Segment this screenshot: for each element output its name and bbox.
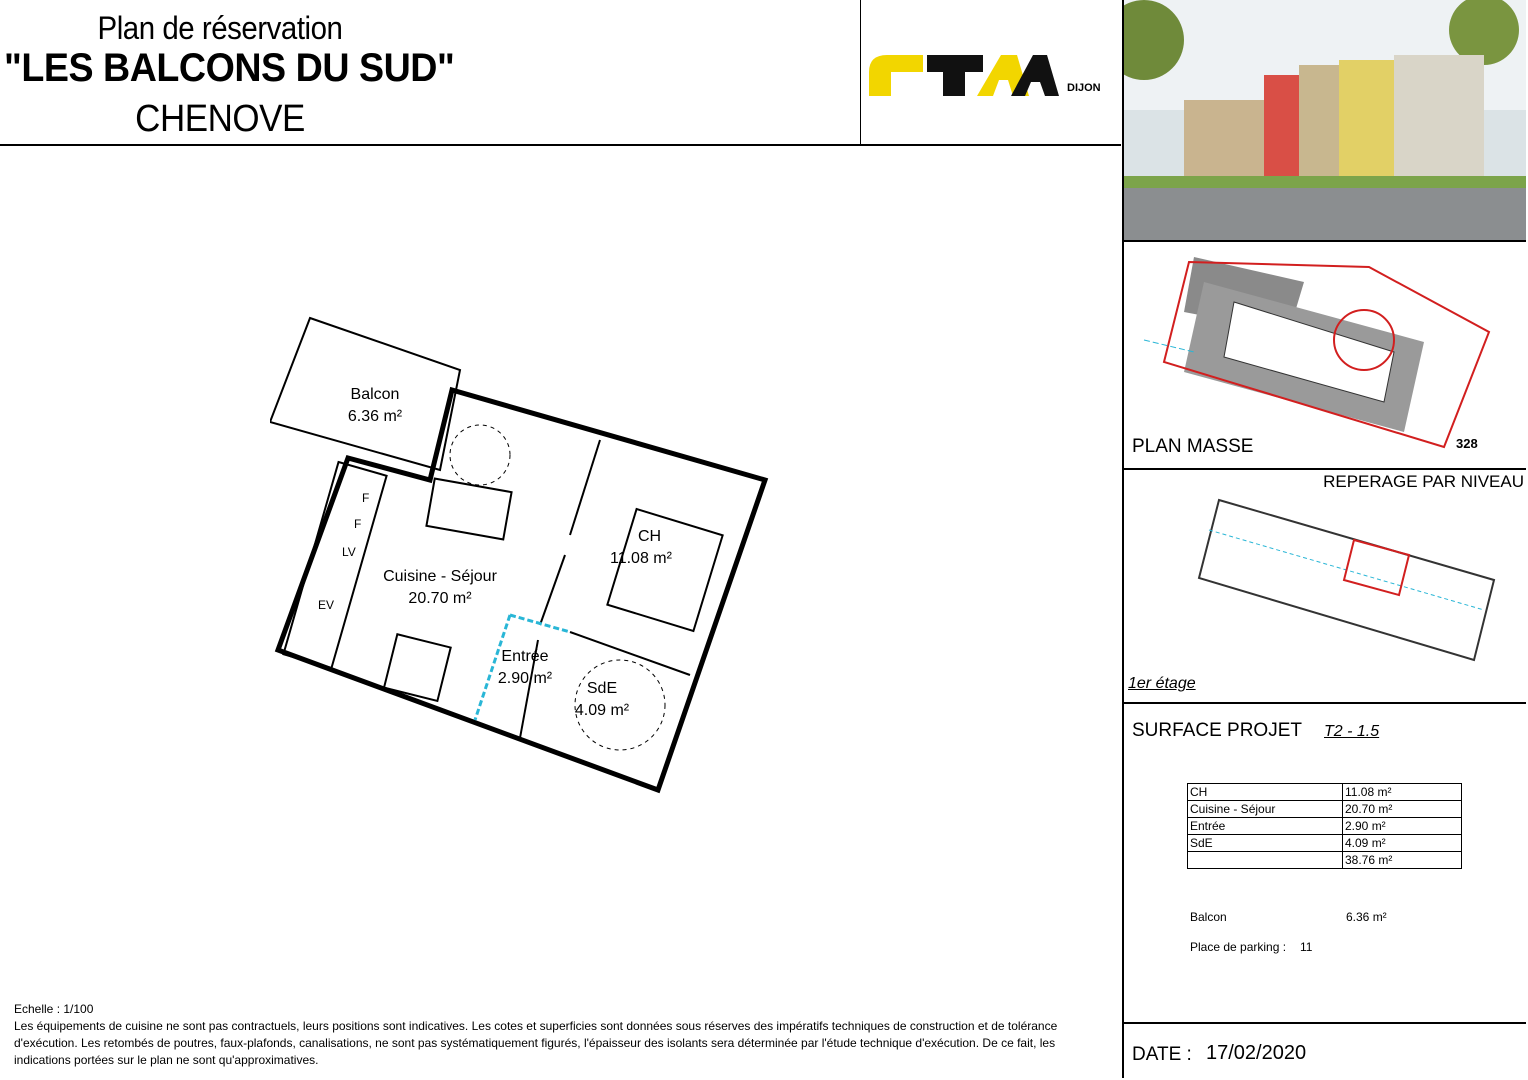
room-label-balcon: Balcon 6.36 m² xyxy=(347,386,403,425)
disclaimer xyxy=(14,1001,1104,1069)
city-name: CHENOVE xyxy=(135,98,305,140)
level-locator-title: REPERAGE PAR NIVEAU xyxy=(1323,472,1524,491)
taa-logo xyxy=(861,0,1121,144)
scale-text: Echelle : 1/100 xyxy=(14,1002,94,1016)
apartment-type: T2 - 1.5 xyxy=(1324,723,1380,740)
room-label-entree: Entrée 2.90 m² xyxy=(497,648,553,687)
table-row: 38.76 m² xyxy=(1188,852,1462,869)
date-value: 17/02/2020 xyxy=(1206,1042,1307,1064)
freezer-label: F xyxy=(354,517,362,531)
balcon-area: 6.36 m² xyxy=(1346,910,1387,924)
building-rendering xyxy=(1124,0,1526,242)
date-label: DATE : xyxy=(1132,1044,1192,1065)
logo-block xyxy=(861,0,1121,146)
site-plan-label: PLAN MASSE xyxy=(1132,436,1254,457)
level-name: 1er étage xyxy=(1128,675,1196,692)
plan-type-title: Plan de réservation xyxy=(97,10,343,46)
site-plan-drawing xyxy=(1124,242,1526,468)
sink-label: EV xyxy=(318,598,335,612)
table-row: Entrée 2.90 m² xyxy=(1188,818,1462,835)
logo-city: DIJON xyxy=(1067,82,1101,94)
site-plan xyxy=(1124,242,1526,470)
room-label-cuisine-sejour: Cuisine - Séjour 20.70 m² xyxy=(383,568,497,607)
surface-table xyxy=(1187,783,1462,869)
lot-number: 328 xyxy=(1456,436,1478,451)
room-label-sde: SdE 4.09 m² xyxy=(574,680,630,719)
table-row: Cuisine - Séjour 20.70 m² xyxy=(1188,801,1462,818)
project-name: "LES BALCONS DU SUD" xyxy=(4,46,455,90)
table-row: SdE 4.09 m² xyxy=(1188,835,1462,852)
surface-title: SURFACE PROJET xyxy=(1132,720,1302,741)
date-section xyxy=(1124,1024,1526,1080)
balcon-label: Balcon xyxy=(1190,910,1227,924)
fridge-label: F xyxy=(362,491,370,505)
dishwasher-label: LV xyxy=(342,545,356,559)
parking-label: Place de parking : xyxy=(1190,940,1287,954)
parking-value: 11 xyxy=(1300,940,1313,954)
building-illustration xyxy=(1124,0,1526,240)
disclaimer-text: Les équipements de cuisine ne sont pas contractuels, leurs positions sont indicatives. Les cotes et superficies sont données sous réserves des impératifs techniques de construction et de tolérance d'exécution. Les retombés de poutres, faux-plafonds, canalisations, ne sont pas systématiquement figurés, l'épaisseur des isolants sera déterminée par l'étude technique d'exécution. De ce fait, les indications portées sur le plan ne sont qu'approximatives. xyxy=(14,1019,1058,1067)
table-row: CH 11.08 m² xyxy=(1188,784,1462,801)
level-locator xyxy=(1124,470,1526,704)
room-label-ch: CH 11.08 m² xyxy=(610,528,672,567)
level-plan-drawing xyxy=(1124,470,1526,702)
